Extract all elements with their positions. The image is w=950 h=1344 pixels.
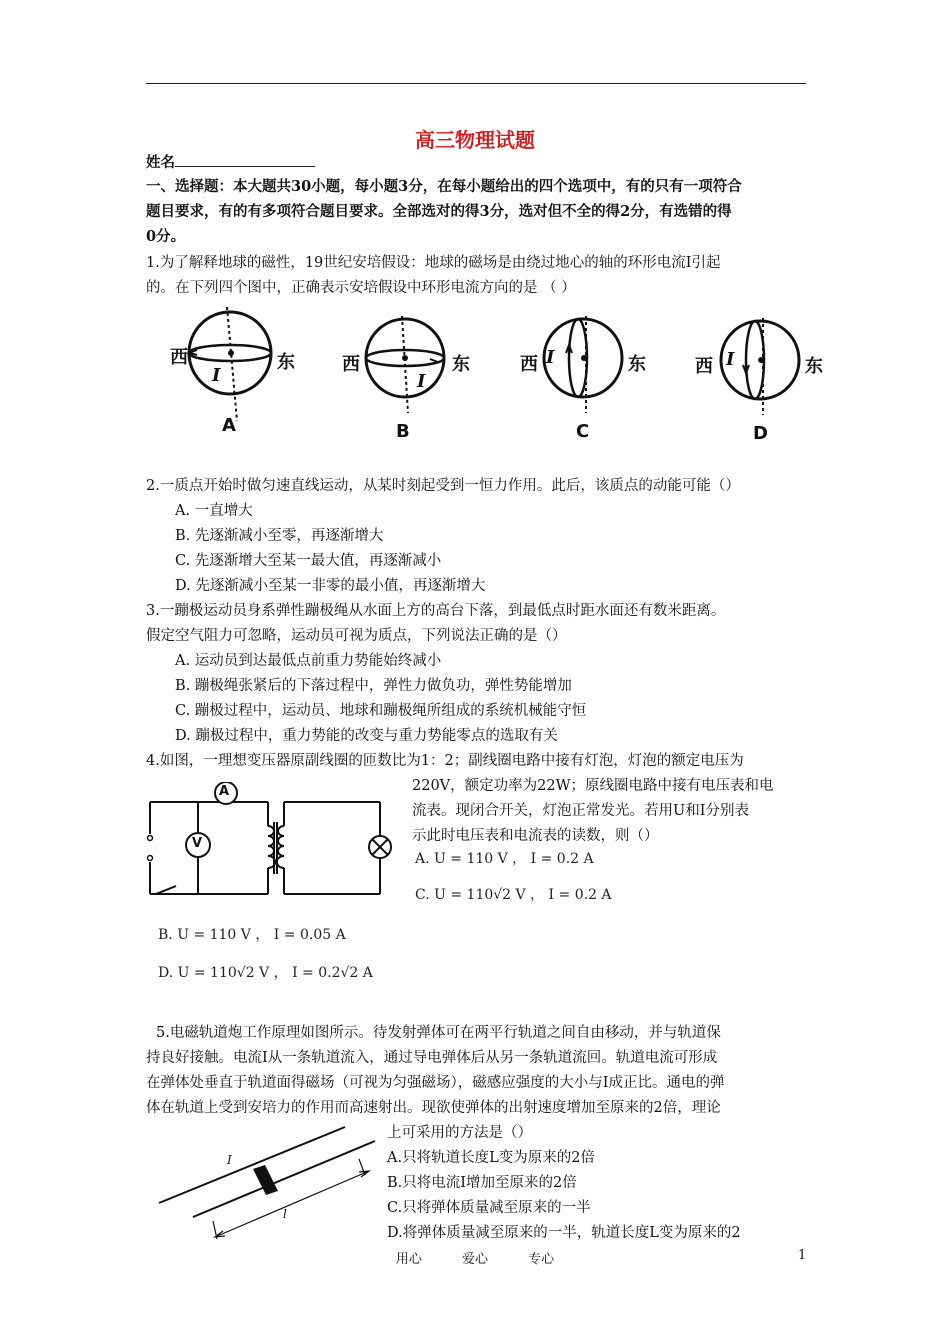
globe-a-label: A: [222, 415, 236, 436]
q4-option-b: B. U = 110 V ， I = 0.05 A: [158, 927, 346, 943]
q5-line-2: 持良好接触。电流I从一条轨道流入，通过导电弹体后从另一条轨道流回。轨道电流可形成: [146, 1050, 718, 1066]
q4-transformer-circuit: [146, 782, 396, 902]
name-blank: [175, 152, 315, 167]
globe-d-diagram: [715, 315, 815, 425]
globe-c-label: C: [576, 421, 590, 442]
globe-d-west: 西: [695, 356, 713, 377]
q2-option-b: B. 先逐渐减小至零，再逐渐增大: [175, 528, 384, 544]
q4-option-d: D. U = 110√2 V ， I = 0.2√2 A: [158, 965, 373, 981]
q5-option-a: A.只将轨道长度L变为原来的2倍: [387, 1150, 595, 1166]
q5-option-c: C.只将弹体质量减至原来的一半: [387, 1200, 591, 1216]
q3-line-2: 假定空气阻力可忽略，运动员可视为质点，下列说法正确的是（）: [146, 628, 567, 644]
q5-line-3: 在弹体处垂直于轨道面得磁场（可视为匀强磁场），磁感应强度的大小与I成正比。通电的弹: [146, 1075, 725, 1091]
q2-stem: 2.一质点开始时做匀速直线运动，从某时刻起受到一恒力作用。此后，该质点的动能可能（）: [146, 478, 740, 494]
section-line-3: 0分。: [146, 228, 186, 245]
q4-line-1: 4.如图，一理想变压器原副线圈的匝数比为1：2；副线圈电路中接有灯泡，灯泡的额定电压为: [146, 753, 744, 769]
voltmeter-label: V: [192, 836, 203, 851]
name-label: 姓名: [146, 154, 175, 171]
q3-option-b: B. 蹦极绳张紧后的下落过程中，弹性力做负功，弹性势能增加: [175, 678, 572, 694]
railgun-diagram: [155, 1125, 380, 1240]
name-field: [146, 152, 315, 173]
globe-b-label: B: [396, 421, 410, 442]
q3-option-d: D. 蹦极过程中，重力势能的改变与重力势能零点的选取有关: [175, 728, 558, 744]
globe-c-east: 东: [628, 354, 646, 375]
q5-line-4: 体在轨道上受到安培力的作用而高速射出。现欲使弹体的出射速度增加至原来的2倍，理论: [146, 1100, 721, 1116]
globe-b-diagram: [360, 313, 460, 423]
q4-line-2: 220V，额定功率为22W；原线圈电路中接有电压表和电: [412, 778, 774, 794]
footer-text-1: 用心: [395, 1252, 422, 1267]
q4-line-3: 流表。现闭合开关，灯泡正常发光。若用U和I分别表: [412, 803, 749, 819]
globe-b-west: 西: [342, 354, 360, 375]
railgun-current-label: I: [227, 1153, 232, 1167]
ammeter-label: A: [219, 784, 230, 799]
q4-line-4: 示此时电压表和电流表的读数，则（）: [412, 828, 659, 844]
footer-text-3: 专心: [528, 1252, 555, 1267]
q1-line-2: 的。在下列四个图中，正确表示安培假设中环形电流方向的是 （ ）: [146, 280, 576, 296]
globe-a-west: 西: [170, 347, 188, 368]
q5-railgun-figure: [155, 1125, 380, 1240]
globe-a-current: I: [212, 365, 221, 386]
transformer-circuit-diagram: [146, 782, 396, 902]
q1-line-1: 1.为了解释地球的磁性，19世纪安培假设：地球的磁场是由绕过地心的轴的环形电流I引起: [146, 255, 721, 271]
q5-line-5: 上可采用的方法是（）: [387, 1125, 532, 1141]
q5-option-b: B.只将电流I增加至原来的2倍: [387, 1175, 577, 1191]
section-line-2: 题目要求，有的有多项符合题目要求。全部选对的得3分，选对但不全的得2分，有选错的得: [146, 203, 732, 220]
globe-c-diagram: [538, 313, 638, 423]
globe-c-current: I: [546, 347, 555, 368]
q5-option-d: D.将弹体质量减至原来的一半，轨道长度L变为原来的2: [387, 1225, 741, 1241]
q3-option-c: C. 蹦极过程中，运动员、地球和蹦极绳所组成的系统机械能守恒: [175, 703, 587, 719]
globe-b-east: 东: [452, 354, 470, 375]
globe-d-current: I: [726, 349, 735, 370]
page-number: 1: [798, 1248, 807, 1263]
q3-line-1: 3.一蹦极运动员身系弹性蹦极绳从水面上方的高台下落，到最低点时距水面还有数米距离。: [146, 603, 726, 619]
globe-c-west: 西: [520, 354, 538, 375]
header-rule: [146, 83, 806, 84]
globe-a-east: 东: [277, 352, 295, 373]
q4-option-a: A. U = 110 V ， I = 0.2 A: [415, 851, 594, 867]
q2-option-c: C. 先逐渐增大至某一最大值，再逐渐减小: [175, 553, 442, 569]
page-title: 高三物理试题: [415, 128, 535, 152]
section-line-1: 一、选择题：本大题共30小题，每小题3分，在每小题给出的四个选项中，有的只有一项符合: [146, 178, 742, 195]
globe-b-current: I: [417, 371, 426, 392]
globe-d-east: 东: [805, 356, 823, 377]
q2-option-d: D. 先逐渐减小至某一非零的最小值，再逐渐增大: [175, 578, 486, 594]
footer-text-2: 爱心: [461, 1252, 488, 1267]
q2-option-a: A. 一直增大: [175, 503, 253, 519]
globe-d-label: D: [753, 423, 768, 444]
q5-line-1: 5.电磁轨道炮工作原理如图所示。待发射弹体可在两平行轨道之间自由移动，并与轨道保: [156, 1025, 721, 1041]
q3-option-a: A. 运动员到达最低点前重力势能始终减小: [175, 653, 442, 669]
page-footer: [0, 1248, 950, 1267]
q1-globes-figure: [160, 303, 823, 453]
q4-option-c: C. U = 110√2 V ， I = 0.2 A: [415, 887, 612, 903]
railgun-length-label: l: [283, 1207, 287, 1221]
